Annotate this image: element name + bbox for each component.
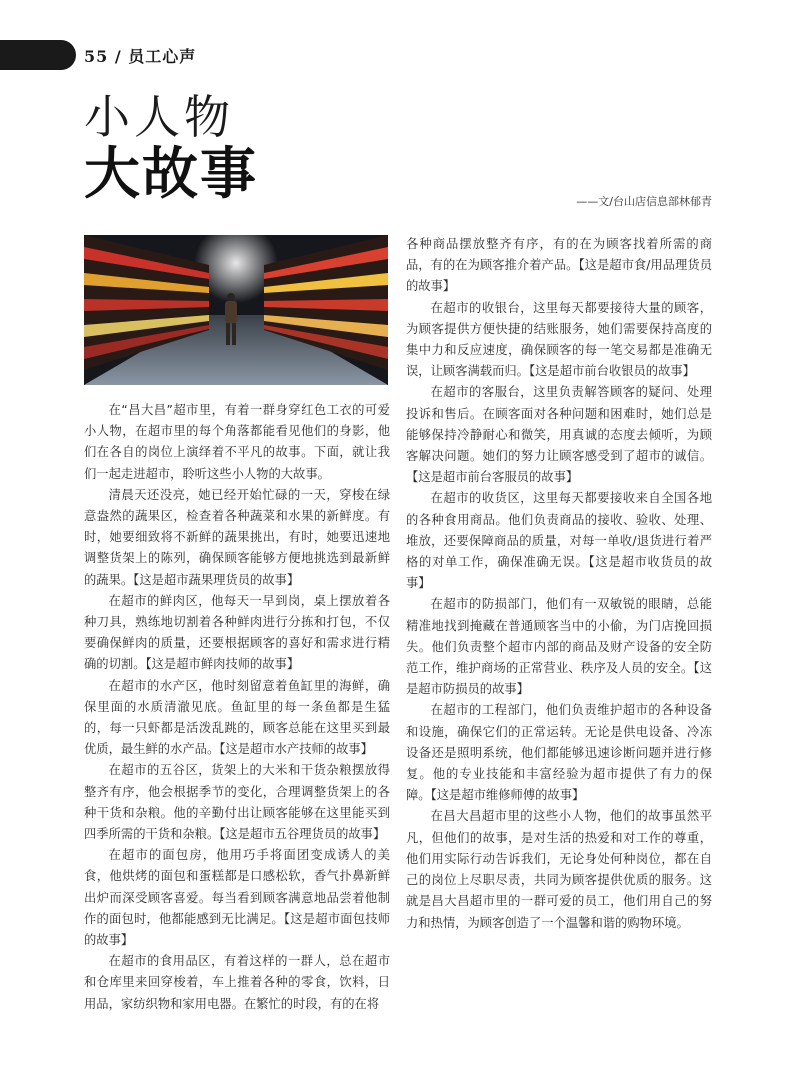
paragraph: 在“昌大昌”超市里，有着一群身穿红色工衣的可爱小人物，在超市里的每个角落都能看见他们的身影，他们在各自的岗位上演绎着不平凡的故事。下面，就让我们一起走进超市，聆听这些小人物的大故事。 xyxy=(84,403,390,481)
paragraph: 在超市的客服台，这里负责解答顾客的疑问、处理投诉和售后。在顾客面对各种问题和困难时，她们总是能够保持冷静耐心和微笑，用真诚的态度去倾听，为顾客解决问题。她们的努力让顾客感受到了超市的诚信。【这是超市前台客服员的故事】 xyxy=(406,385,712,485)
header-bar xyxy=(0,40,76,70)
paragraph: 清晨天还没亮，她已经开始忙碌的一天，穿梭在绿意盎然的蔬果区，检查着各种蔬菜和水果的新鲜度。有时，她要细致将不新鲜的蔬果挑出，有时，她要迅速地调整货架上的陈列，确保顾客能够方便地挑选到最新鲜的蔬果。【这是超市蔬果理货员的故事】 xyxy=(84,487,390,587)
supermarket-aisle-photo xyxy=(84,235,388,385)
paragraph: 在超市的五谷区，货架上的大米和干货杂粮摆放得整齐有序，他会根据季节的变化，合理调整货架上的各种干货和杂粮。他的辛勤付出让顾客能够在这里能买到四季所需的干货和杂粮。【这是超市五谷理货员的故事】 xyxy=(84,763,390,842)
page-title-line1: 小人物 xyxy=(84,90,234,144)
page-section-label: 55 / 员工心声 xyxy=(84,47,197,66)
paragraph-continuation: 各种商品摆放整齐有序，有的在为顾客找着所需的商品，有的在为顾客推介着产品。【这是超市食/用品理货员的故事】 xyxy=(406,237,712,294)
article-column-right xyxy=(406,234,712,934)
paragraph: 在超市的防损部门，他们有一双敏锐的眼睛，总能精准地找到掩藏在普通顾客当中的小偷，为门店挽回损失。他们负责整个超市内部的商品及财产设备的安全防范工作，维护商场的正常营业、秩序及人员的安全。【这是超市防损员的故事】 xyxy=(406,597,712,697)
author-byline: ——文/台山店信息部林郁青 xyxy=(576,195,712,208)
paragraph: 在昌大昌超市里的这些小人物，他们的故事虽然平凡，但他们的故事，是对生活的热爱和对工作的尊重，他们用实际行动告诉我们，无论身处何种岗位，都在自己的岗位上尽职尽责，共同为顾客提供优质的服务。这就是昌大昌超市里的一群可爱的员工，他们用自己的努力和热情，为顾客创造了一个温馨和谐的购物环境。 xyxy=(406,809,712,930)
paragraph: 在超市的工程部门，他们负责维护超市的各种设备和设施，确保它们的正常运转。无论是供电设备、冷冻设备还是照明系统，他们都能够迅速诊断问题并进行修复。他的专业技能和丰富经验为超市提供了有力的保障。【这是超市维修师傅的故事】 xyxy=(406,703,712,803)
paragraph: 在超市的鲜肉区，他每天一早到岗，桌上摆放着各种刀具，熟练地切割着各种鲜肉进行分拣和打包，不仅要确保鲜肉的质量，还要根据顾客的喜好和需求进行精确的切割。【这是超市鲜肉技师的故事】 xyxy=(84,593,390,672)
paragraph: 在超市的收货区，这里每天都要接收来自全国各地的各种食用商品。他们负责商品的接收、验收、处理、堆放，还要保障商品的质量，对每一单收/退货进行着严格的对单工作，确保准确无误。【这是超市收货员的故事】 xyxy=(406,491,712,591)
page-title-line2: 大故事 xyxy=(84,142,258,207)
article-column-left xyxy=(84,400,390,1015)
paragraph: 在超市的面包房，他用巧手将面团变成诱人的美食，他烘烤的面包和蛋糕都是口感松软，香气扑鼻新鲜出炉而深受顾客喜爱。每当看到顾客满意地品尝着他制作的面包时，他都能感到无比满足。【这是超市面包技师的故事】 xyxy=(84,848,390,948)
paragraph: 在超市的水产区，他时刻留意着鱼缸里的海鲜，确保里面的水质清澈见底。鱼缸里的每一条鱼都是生猛的，每一只虾都是活泼乱跳的，顾客总能在这里买到最优质，最生鲜的水产品。【这是超市水产技师的故事】 xyxy=(84,678,390,757)
paragraph: 在超市的收银台，这里每天都要接待大量的顾客，为顾客提供方便快捷的结账服务，她们需要保持高度的集中力和反应速度，确保顾客的每一笔交易都是准确无误，让顾客满载而归。【这是超市前台收银员的故事】 xyxy=(406,300,712,379)
paragraph: 在超市的食用品区，有着这样的一群人，总在超市和仓库里来回穿梭着，车上推着各种的零食，饮料，日用品，家纺织物和家用电器。在繁忙的时段，有的在将 xyxy=(84,954,390,1011)
